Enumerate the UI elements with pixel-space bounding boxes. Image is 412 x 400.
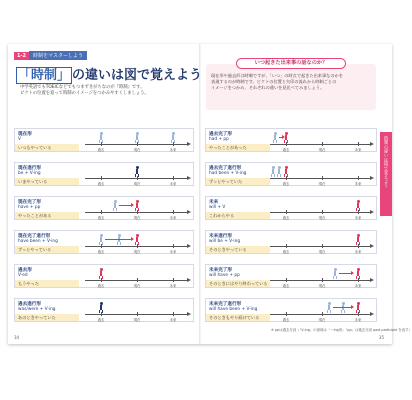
timeline-tick (101, 176, 102, 180)
timeline-tick (137, 278, 138, 282)
red-arrow (279, 137, 282, 138)
section-badge (14, 51, 87, 60)
timeline-arrowhead (370, 278, 374, 282)
timeline-arrowhead (370, 176, 374, 180)
timeline-tick (322, 176, 323, 180)
tense-card-present-perfect-progressive (14, 230, 194, 254)
timeline-arrowhead (370, 142, 374, 146)
tense-name: 過去進行形 (18, 302, 41, 307)
timeline (85, 233, 191, 253)
red-arrow (105, 239, 131, 240)
tense-name: 現在形 (18, 132, 32, 137)
page-number: 34 (14, 335, 20, 340)
tense-name: 現在完了進行形 (18, 234, 51, 239)
person-pictogram-icon (276, 166, 282, 177)
timeline-tick (322, 278, 323, 282)
timeline-label-past: 過去 (97, 284, 105, 288)
tense-meaning: そのときもやり続けている (206, 314, 270, 321)
tense-meaning: そのときにはやり終わっている (206, 280, 270, 287)
explanation-line: 現在形や過去形は時制ですが、「いつ」の時点で起きた出来事なのかを (211, 73, 343, 78)
tense-card-future-progressive (205, 230, 377, 254)
tense-form: had + pp (209, 137, 229, 142)
tense-form: was/were + V-ing (18, 307, 56, 312)
explanation-box (206, 60, 376, 110)
timeline-label-past: 過去 (97, 318, 105, 322)
timeline-arrowhead (370, 244, 374, 248)
explanation-line: 表現するのが時制です。ピクトの位置と矢印の流れから時制ごとの (211, 79, 337, 84)
timeline-tick (358, 142, 359, 146)
timeline-label-past: 過去 (282, 182, 290, 186)
person-pictogram-icon (112, 200, 118, 211)
timeline-label-present: 現在 (133, 216, 141, 220)
timeline-tick (101, 210, 102, 214)
person-pictogram-icon (332, 268, 338, 279)
person-pictogram-icon (326, 302, 332, 313)
timeline-label-present: 現在 (133, 182, 141, 186)
tense-form: will be + V-ing (209, 239, 241, 244)
timeline-tick (286, 210, 287, 214)
person-pictogram-icon (283, 166, 289, 177)
timeline-tick (322, 312, 323, 316)
red-arrow (119, 205, 131, 206)
tense-name: 現在進行形 (18, 166, 41, 171)
tense-form: have been + V-ing (18, 239, 58, 244)
timeline-label-present: 現在 (318, 284, 326, 288)
left-page (8, 44, 203, 344)
timeline-label-present: 現在 (318, 148, 326, 152)
timeline-arrowhead (187, 312, 191, 316)
tense-name: 未来完了進行形 (209, 302, 242, 307)
tense-meaning: ずっとやっていた (206, 178, 270, 185)
timeline-label-future: 未来 (354, 148, 362, 152)
tense-form: be + V-ing (18, 171, 41, 176)
timeline-label-future: 未来 (354, 250, 362, 254)
tense-meaning: ずっとやっている (15, 246, 79, 253)
timeline-arrowhead (187, 142, 191, 146)
red-arrow (339, 273, 351, 274)
timeline-label-present: 現在 (133, 284, 141, 288)
tense-name: 現在完了形 (18, 200, 41, 205)
tense-form: will have + pp (209, 273, 240, 278)
timeline-arrowhead (187, 176, 191, 180)
timeline-label-past: 過去 (282, 216, 290, 220)
tense-meaning: これからやる (206, 212, 270, 219)
tense-meaning: いまやっている (15, 178, 79, 185)
person-pictogram-icon (98, 268, 104, 279)
tense-card-past-perfect (205, 128, 377, 152)
tense-card-present-simple (14, 128, 194, 152)
tense-meaning: やったことがあった (206, 144, 270, 151)
timeline (85, 301, 191, 321)
title-rest: の違いは図で覚えよう (72, 68, 203, 83)
timeline-tick (173, 278, 174, 282)
tense-card-past-progressive (14, 298, 194, 322)
timeline-label-future: 未来 (169, 318, 177, 322)
title-highlight: 「時制」 (18, 68, 71, 83)
tense-meaning: いつもやっている (15, 144, 79, 151)
intro-line: ピクトの位置を追って時制のイメージをつかみやすくしましょう。 (20, 91, 149, 97)
timeline-arrowhead (370, 312, 374, 316)
tense-meaning: そのときやっている (206, 246, 270, 253)
timeline-tick (286, 244, 287, 248)
timeline (270, 267, 374, 287)
timeline (270, 131, 374, 151)
page-number: 35 (378, 335, 384, 340)
tense-card-past-perfect-progressive (205, 162, 377, 186)
timeline-tick (173, 312, 174, 316)
red-arrow (333, 307, 351, 308)
timeline-tick (322, 210, 323, 214)
tense-name: 未来完了形 (209, 268, 232, 273)
person-pictogram-icon (355, 234, 361, 245)
person-pictogram-icon (98, 234, 104, 245)
tense-card-future-simple (205, 196, 377, 220)
timeline-label-past: 過去 (97, 148, 105, 152)
timeline (270, 165, 374, 185)
timeline-label-past: 過去 (97, 216, 105, 220)
person-pictogram-icon (355, 268, 361, 279)
person-pictogram-icon (134, 234, 140, 245)
timeline (270, 233, 374, 253)
person-pictogram-icon (134, 166, 140, 177)
timeline-tick (286, 278, 287, 282)
section-number: 1-2 (14, 52, 29, 60)
timeline-label-past: 過去 (282, 148, 290, 152)
timeline-label-past: 過去 (282, 284, 290, 288)
timeline-tick (322, 142, 323, 146)
timeline-arrowhead (187, 210, 191, 214)
person-pictogram-icon (134, 132, 140, 143)
timeline-label-present: 現在 (318, 182, 326, 186)
tense-form: V (18, 137, 21, 142)
timeline-label-future: 未来 (354, 318, 362, 322)
person-pictogram-icon (98, 132, 104, 143)
tense-meaning: やったことがある (15, 212, 79, 219)
explanation-line: イメージをつかみ、それぞれの違いを見比べてみましょう。 (211, 85, 325, 90)
tense-form: will + V (209, 205, 226, 210)
timeline-label-future: 未来 (354, 216, 362, 220)
side-tab-label: 時制の違いは図で覚えよう (383, 136, 388, 188)
timeline-label-future: 未来 (169, 250, 177, 254)
timeline-arrowhead (187, 244, 191, 248)
tense-card-present-perfect (14, 196, 194, 220)
tense-card-future-perfect (205, 264, 377, 288)
tense-name: 未来 (209, 200, 219, 205)
tense-card-present-progressive (14, 162, 194, 186)
timeline-label-past: 過去 (97, 182, 105, 186)
timeline-label-present: 現在 (318, 216, 326, 220)
timeline-label-present: 現在 (133, 148, 141, 152)
timeline (270, 199, 374, 219)
timeline-tick (137, 312, 138, 316)
explanation-text (211, 73, 371, 91)
timeline-tick (358, 176, 359, 180)
timeline-label-past: 過去 (282, 318, 290, 322)
tense-meaning: あのときやっていた (15, 314, 79, 321)
intro-text (20, 85, 190, 98)
explanation-title: いつ起きた出来事の話なのか？ (236, 58, 346, 69)
timeline-label-present: 現在 (318, 318, 326, 322)
tense-card-past-simple (14, 264, 194, 288)
timeline-label-past: 過去 (282, 250, 290, 254)
person-pictogram-icon (272, 132, 278, 143)
timeline-tick (286, 312, 287, 316)
timeline-label-future: 未来 (169, 284, 177, 288)
tense-card-future-perfect-progressive (205, 298, 377, 322)
right-page (201, 44, 412, 344)
tense-name: 未来進行形 (209, 234, 232, 239)
timeline-label-future: 未来 (169, 216, 177, 220)
timeline-arrowhead (370, 210, 374, 214)
person-pictogram-icon (134, 200, 140, 211)
tense-name: 過去完了形 (209, 132, 232, 137)
tense-form: have + pp (18, 205, 41, 210)
timeline-label-present: 現在 (318, 250, 326, 254)
timeline-arrowhead (187, 278, 191, 282)
timeline-label-present: 現在 (133, 318, 141, 322)
tense-name: 過去形 (18, 268, 32, 273)
tense-name: 過去完了進行形 (209, 166, 242, 171)
person-pictogram-icon (355, 302, 361, 313)
tense-meaning: もうやった (15, 280, 79, 287)
person-pictogram-icon (283, 132, 289, 143)
page-title (16, 64, 202, 83)
tense-form: V-ed (18, 273, 28, 278)
timeline-label-future: 未来 (354, 284, 362, 288)
timeline (85, 131, 191, 151)
timeline-label-past: 過去 (97, 250, 105, 254)
timeline-label-future: 未来 (354, 182, 362, 186)
chapter-side-tab (380, 132, 392, 216)
timeline-tick (173, 210, 174, 214)
timeline (85, 199, 191, 219)
person-pictogram-icon (170, 132, 176, 143)
footnote: ※ ppは過去分詞（「V-ing」の意味は「〜ing形」「pp」は過去分詞 past participle を表す） (271, 328, 412, 332)
timeline-label-future: 未来 (169, 148, 177, 152)
timeline-label-future: 未来 (169, 182, 177, 186)
timeline (85, 165, 191, 185)
tense-form: will have been + V-ing (209, 307, 258, 312)
timeline (270, 301, 374, 321)
timeline-label-present: 現在 (133, 250, 141, 254)
timeline-tick (322, 244, 323, 248)
timeline-tick (173, 244, 174, 248)
timeline-tick (173, 176, 174, 180)
timeline (85, 267, 191, 287)
intro-line: 中学英語でもTOEICなどでもつまずきがちなのが『時制』です。 (20, 85, 145, 90)
tense-form: had been + V-ing (209, 171, 247, 176)
section-title: 時制をマスターしよう (29, 51, 87, 60)
person-pictogram-icon (98, 302, 104, 313)
person-pictogram-icon (355, 200, 361, 211)
